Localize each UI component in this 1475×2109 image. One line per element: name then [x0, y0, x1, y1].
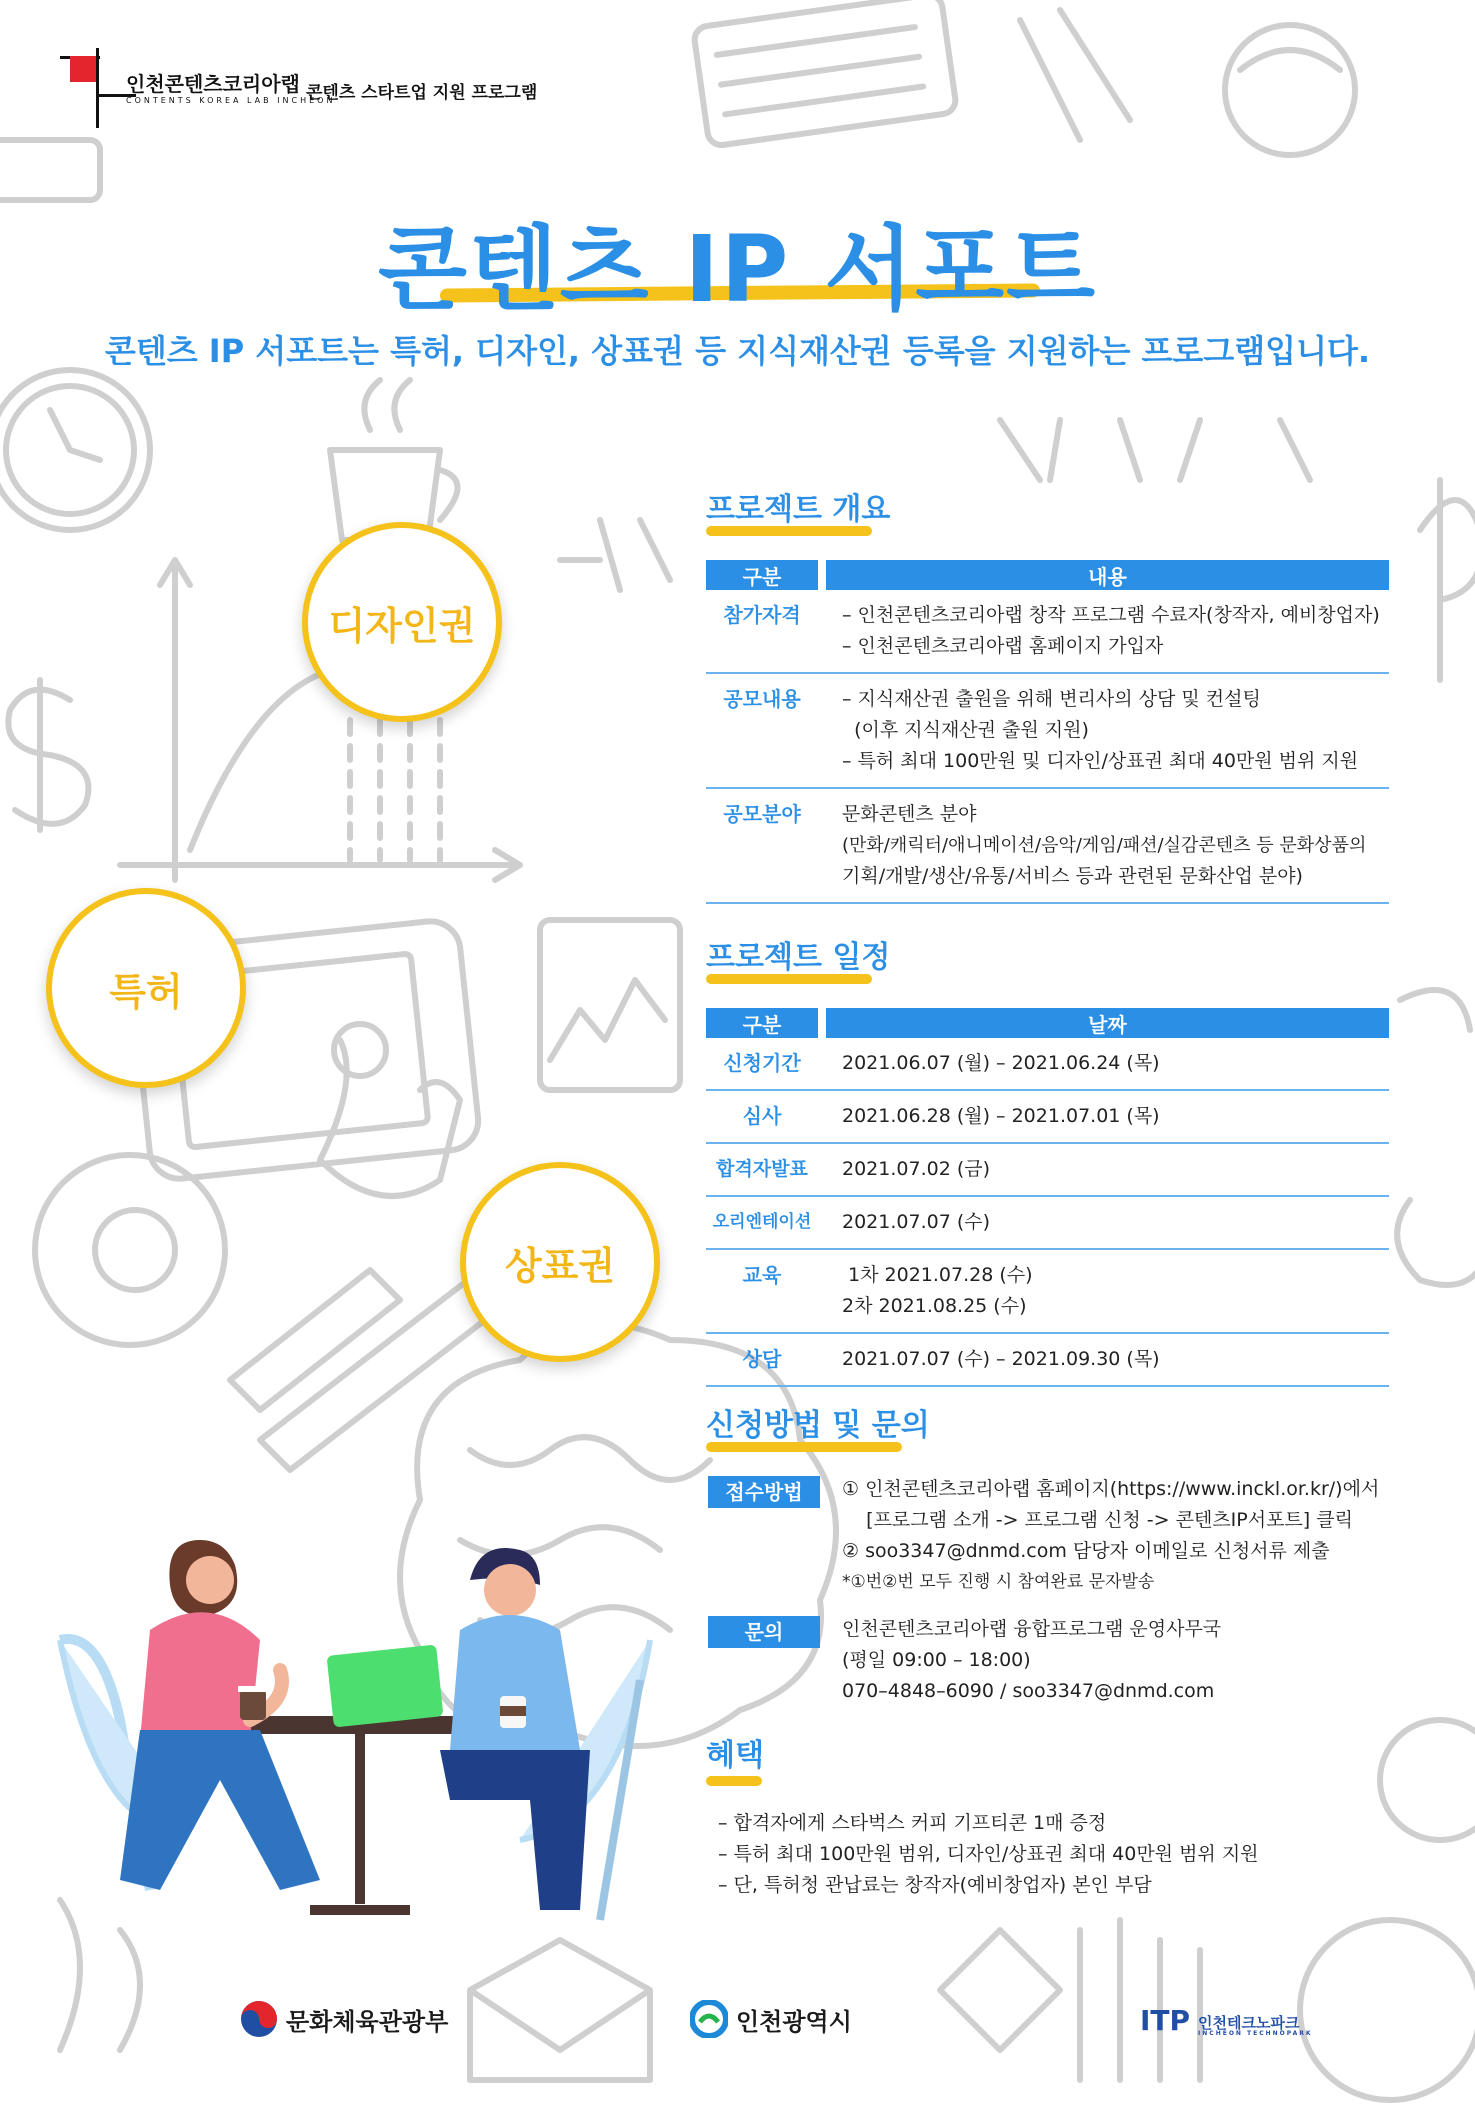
- page-title: 콘텐츠 IP 서포트: [378, 216, 1097, 323]
- schedule-table: [706, 1008, 1389, 1387]
- brand-header: [60, 48, 660, 128]
- method-text: [842, 1474, 1379, 1598]
- row-value: 2021.06.07 (월) – 2021.06.24 (목): [826, 1038, 1389, 1090]
- row-line: 문화콘텐츠 분야: [842, 803, 977, 825]
- list-item: – 단, 특허청 관납료는 창작자(예비창업자) 본인 부담: [718, 1874, 1152, 1896]
- design-right-circle: 디자인권: [302, 522, 502, 722]
- incheon-wave-icon: [690, 2000, 728, 2038]
- schedule-header-row: [706, 1008, 1389, 1038]
- contact-line: 070–4848–6090 / soo3347@dnmd.com: [842, 1680, 1215, 1702]
- row-line: – 인천콘텐츠코리아랩 창작 프로그램 수료자(창작자, 예비창업자): [842, 604, 1380, 626]
- itp-mark: ITP: [1140, 2004, 1191, 2037]
- row-value: [826, 590, 1389, 673]
- trademark-circle: 상표권: [460, 1162, 660, 1362]
- schedule-header-key: 구분: [706, 1008, 818, 1038]
- row-line: – 특허 최대 100만원 및 디자인/상표권 최대 40만원 범위 지원: [842, 750, 1359, 772]
- brand-red-square: [70, 56, 96, 82]
- row-key: 참가자격: [706, 590, 818, 673]
- row-line: – 지식재산권 출원을 위해 변리사의 상담 및 컨설팅: [842, 688, 1261, 710]
- ministry-logo: [240, 2000, 448, 2038]
- row-value: 2021.07.07 (수) – 2021.09.30 (목): [826, 1333, 1389, 1386]
- row-line: (이후 지식재산권 출원 지원): [842, 719, 1089, 741]
- table-row: [706, 1090, 1389, 1143]
- row-key: 상담: [706, 1333, 818, 1386]
- benefits-title: 혜택: [706, 1738, 764, 1773]
- row-value: [826, 788, 1389, 903]
- benefits-list: [718, 1808, 1259, 1901]
- overview-header-key: 구분: [706, 560, 818, 590]
- row-line: – 인천콘텐츠코리아랩 홈페이지 가입자: [842, 635, 1164, 657]
- brand-subtitle: CONTENTS KOREA LAB INCHEON: [126, 96, 336, 105]
- itp-logo: [1140, 2004, 1313, 2037]
- row-value: 2021.06.28 (월) – 2021.07.01 (목): [826, 1090, 1389, 1143]
- row-key: 공모내용: [706, 673, 818, 788]
- row-key: 심사: [706, 1090, 818, 1143]
- contact-text: [842, 1614, 1221, 1707]
- row-value: 2021.07.02 (금): [826, 1143, 1389, 1196]
- row-key: 합격자발표: [706, 1143, 818, 1196]
- method-line: ① 인천콘텐츠코리아랩 홈페이지(https://www.inckl.or.kr/)에서: [842, 1478, 1380, 1500]
- row-value: 2021.07.07 (수): [826, 1196, 1389, 1249]
- table-row: [706, 1249, 1389, 1333]
- schedule-title: 프로젝트 일정: [706, 940, 891, 975]
- itp-text: [1198, 2016, 1313, 2037]
- patent-circle: 특허: [46, 888, 246, 1088]
- itp-name: 인천테크노파크: [1198, 2014, 1300, 2032]
- incheon-logo: [690, 2000, 852, 2038]
- method-label: 접수방법: [708, 1476, 820, 1508]
- contact-line: (평일 09:00 – 18:00): [842, 1649, 1031, 1671]
- apply-title: 신청방법 및 문의: [706, 1408, 930, 1443]
- row-key: 오리엔테이션: [706, 1196, 818, 1249]
- page-subtitle: 콘텐츠 IP 서포트는 특허, 디자인, 상표권 등 지식재산권 등록을 지원하는 프로그램입니다.: [104, 332, 1371, 370]
- contact-line: 인천콘텐츠코리아랩 융합프로그램 운영사무국: [842, 1618, 1222, 1640]
- row-key: 교육: [706, 1249, 818, 1333]
- benefits-underline: [706, 1776, 762, 1786]
- brand-name: 인천콘텐츠코리아랩: [126, 72, 300, 96]
- row-key: 공모분야: [706, 788, 818, 903]
- brand-logo-mark: [60, 48, 120, 128]
- program-label: 콘텐츠 스타트업 지원 프로그램: [306, 83, 538, 103]
- row-line: 2차 2021.08.25 (수): [842, 1295, 1027, 1317]
- overview-header-value: 내용: [826, 560, 1389, 590]
- contact-label: 문의: [708, 1616, 820, 1648]
- list-item: – 특허 최대 100만원 범위, 디자인/상표권 최대 40만원 범위 지원: [718, 1843, 1259, 1865]
- method-note: *①번②번 모두 진행 시 참여완료 문자발송: [842, 1572, 1155, 1592]
- list-item: – 합격자에게 스타벅스 커피 기프티콘 1매 증정: [718, 1812, 1107, 1834]
- overview-header-row: [706, 560, 1389, 590]
- row-line: (만화/캐릭터/애니메이션/음악/게임/패션/실감콘텐츠 등 문화상품의: [842, 835, 1367, 856]
- table-row: [706, 673, 1389, 788]
- row-line: 기획/개발/생산/유통/서비스 등과 관련된 문화산업 분야): [842, 865, 1303, 887]
- taegeuk-icon: [240, 2000, 278, 2038]
- itp-en: INCHEON TECHNOPARK: [1198, 2030, 1313, 2037]
- row-value: [826, 673, 1389, 788]
- table-row: [706, 1038, 1389, 1090]
- incheon-name: 인천광역시: [736, 2007, 852, 2036]
- overview-table: [706, 560, 1389, 904]
- method-line: ② soo3347@dnmd.com 담당자 이메일로 신청서류 제출: [842, 1540, 1330, 1562]
- table-row: [706, 788, 1389, 903]
- row-value: [826, 1249, 1389, 1333]
- table-row: [706, 1196, 1389, 1249]
- row-key: 신청기간: [706, 1038, 818, 1090]
- meeting-illustration: [40, 1520, 680, 1950]
- table-row: [706, 590, 1389, 673]
- method-line: [프로그램 소개 -> 프로그램 신청 -> 콘텐츠IP서포트] 클릭: [842, 1509, 1353, 1531]
- table-row: [706, 1333, 1389, 1386]
- row-line: 1차 2021.07.28 (수): [842, 1264, 1033, 1286]
- table-row: [706, 1143, 1389, 1196]
- ministry-name: 문화체육관광부: [286, 2007, 449, 2036]
- overview-title: 프로젝트 개요: [706, 492, 891, 527]
- schedule-header-value: 날짜: [826, 1008, 1389, 1038]
